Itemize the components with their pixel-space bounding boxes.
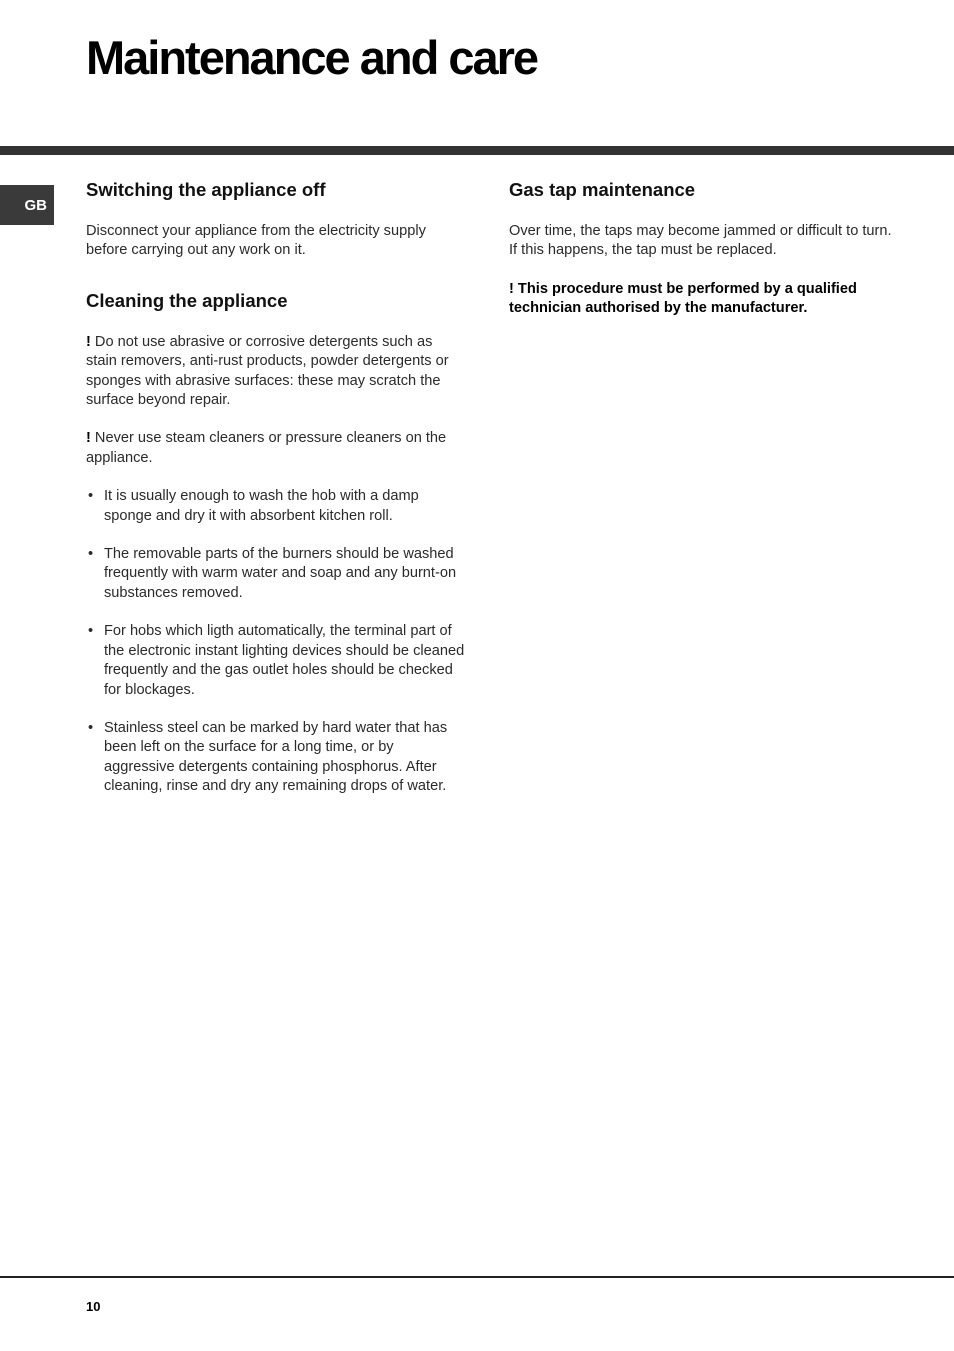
- left-column: [86, 178, 466, 816]
- warning-mark-icon: !: [509, 280, 514, 297]
- list-item: [86, 719, 466, 797]
- list-item-text: Stainless steel can be marked by hard water that has been left on the surface for a long time, or by aggressive detergents containing phosphorus. After cleaning, rinse and dry any remaining drops of water.: [104, 719, 448, 795]
- right-column: [509, 178, 894, 319]
- warning-text: Do not use abrasive or corrosive detergents such as stain removers, anti-rust products, powder detergents or sponges with abrasive surfaces: these may scratch the surface beyond repair.: [86, 333, 449, 409]
- cleaning-heading: Cleaning the appliance: [86, 289, 288, 311]
- bullet-icon: •: [88, 488, 94, 505]
- bullet-icon: •: [88, 546, 94, 563]
- list-item: [86, 487, 466, 526]
- switching-off-heading: Switching the appliance off: [86, 179, 326, 200]
- gas-tap-text: Over time, the taps may become jammed or difficult to turn. If this happens, the tap must be replaced.: [509, 223, 892, 259]
- list-item: [86, 545, 466, 603]
- bullet-icon: •: [88, 623, 94, 640]
- warning-text: Never use steam cleaners or pressure cleaners on the appliance.: [86, 430, 447, 466]
- cleaning-tips-list: [86, 487, 466, 796]
- list-item: [86, 622, 466, 700]
- bullet-icon: •: [88, 719, 94, 736]
- warning-text: This procedure must be performed by a qualified technician authorised by the manufacturer.: [509, 280, 857, 317]
- list-item-text: For hobs which ligth automatically, the terminal part of the electronic instant lighting devices should be cleaned frequently and the gas outlet holes should be checked for blockages.: [104, 623, 465, 698]
- page-number: 10: [86, 1299, 101, 1314]
- footer-divider: [0, 1276, 954, 1278]
- cleaning-warning-abrasive: [86, 333, 466, 411]
- gas-tap-heading: Gas tap maintenance: [509, 179, 696, 200]
- list-item-text: The removable parts of the burners should be washed frequently with warm water and soap and any burnt-on substances removed.: [104, 546, 457, 601]
- list-item-text: It is usually enough to wash the hob with a damp sponge and dry it with absorbent kitchen roll.: [104, 488, 419, 524]
- language-tab: GB: [0, 185, 54, 225]
- cleaning-warning-steam: [86, 429, 466, 468]
- warning-mark-icon: !: [86, 430, 91, 447]
- gas-tap-warning: [509, 280, 894, 319]
- header-divider-bar: [0, 146, 954, 155]
- page-title: Maintenance and care: [86, 31, 538, 84]
- switching-off-text: Disconnect your appliance from the electricity supply before carrying out any work on it.: [86, 223, 426, 259]
- warning-mark-icon: !: [86, 333, 91, 350]
